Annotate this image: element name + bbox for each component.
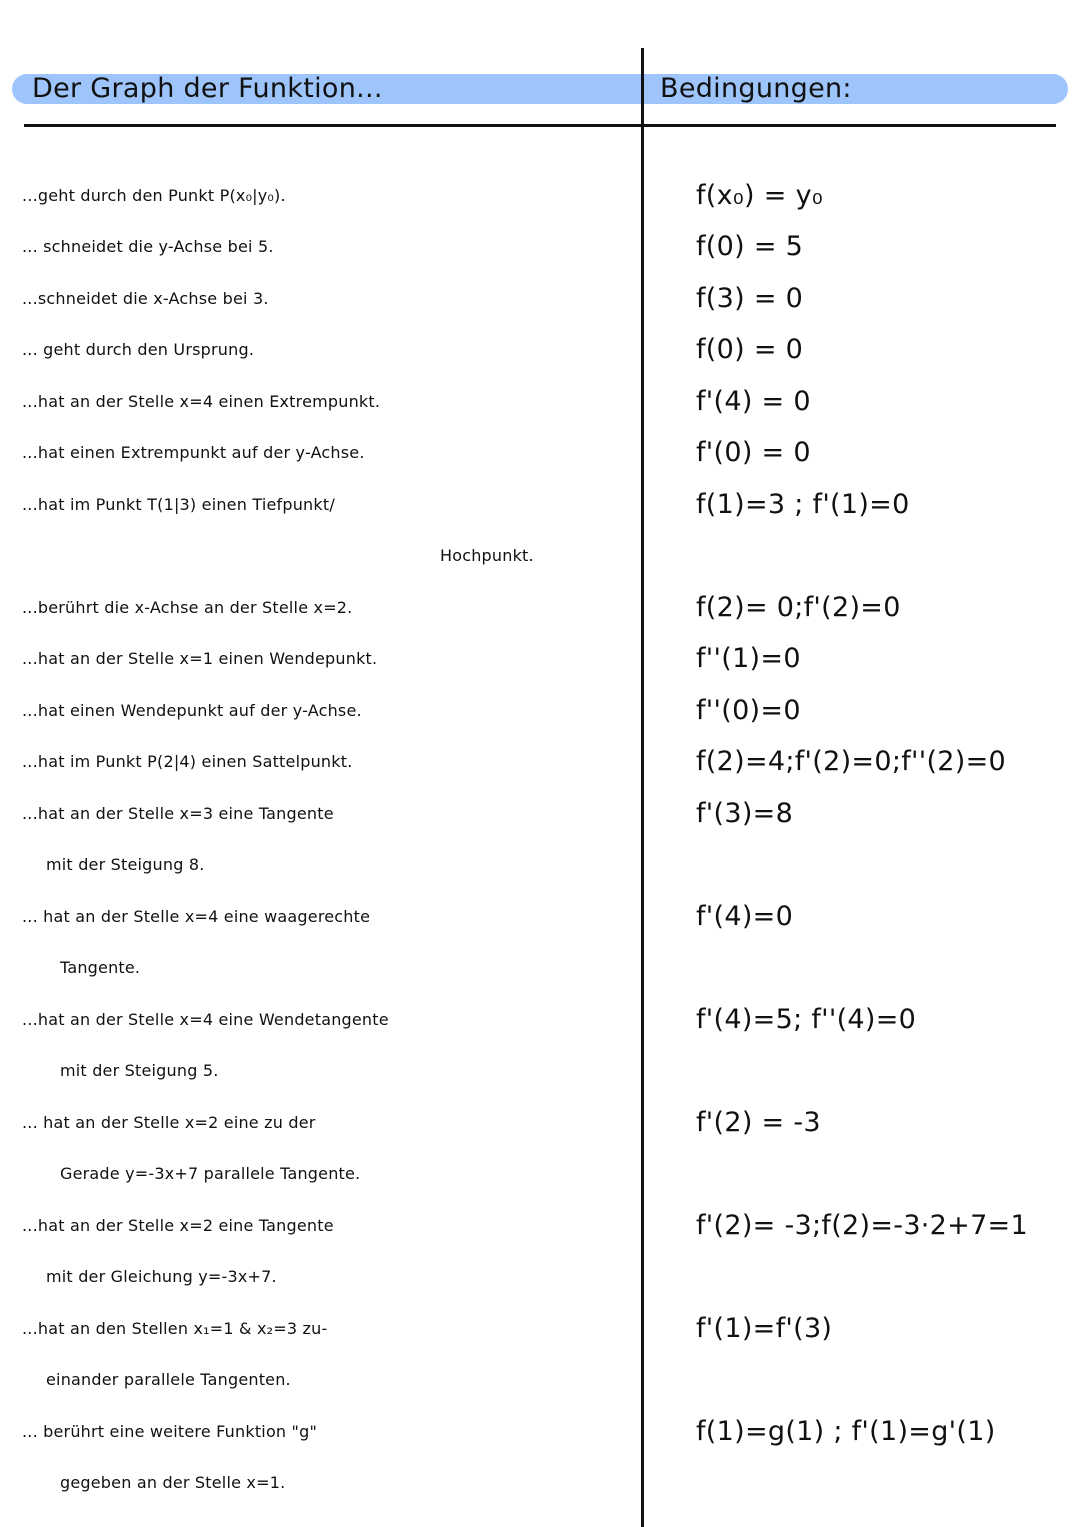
row-condition: f(1)=3 ; f'(1)=0 — [696, 489, 910, 520]
row-condition: f(1)=g(1) ; f'(1)=g'(1) — [696, 1416, 996, 1447]
row-condition: f(3) = 0 — [696, 283, 804, 314]
row-statement-continued: Tangente. — [60, 958, 141, 977]
column-divider — [641, 48, 644, 1527]
column-header-graph: Der Graph der Funktion... — [32, 73, 383, 104]
row-statement: ...hat an den Stellen x₁=1 & x₂=3 zu- — [22, 1319, 328, 1338]
column-header-conditions: Bedingungen: — [660, 73, 852, 104]
row-condition: f'(2)= -3;f(2)=-3·2+7=1 — [696, 1210, 1028, 1241]
row-condition: f''(1)=0 — [696, 643, 801, 674]
row-condition: f(0) = 0 — [696, 334, 804, 365]
row-statement: ...schneidet die x-Achse bei 3. — [22, 289, 269, 308]
row-condition: f(2)=4;f'(2)=0;f''(2)=0 — [696, 746, 1007, 777]
row-statement: ... hat an der Stelle x=2 eine zu der — [22, 1113, 316, 1132]
row-condition: f'(2) = -3 — [696, 1107, 821, 1138]
row-condition: f'(4)=0 — [696, 901, 794, 932]
row-condition: f'(0) = 0 — [696, 437, 811, 468]
row-statement: ... geht durch den Ursprung. — [22, 340, 255, 359]
row-condition: f'(4) = 0 — [696, 386, 811, 417]
row-statement: ...hat einen Extrempunkt auf der y-Achse. — [22, 443, 365, 462]
row-statement: ...hat an der Stelle x=4 einen Extrempunkt. — [22, 392, 381, 411]
row-statement: ... berührt eine weitere Funktion "g" — [22, 1422, 318, 1441]
row-statement: ...geht durch den Punkt P(x₀|y₀). — [22, 186, 286, 205]
row-statement-continued: Hochpunkt. — [440, 546, 534, 565]
row-condition: f(2)= 0;f'(2)=0 — [696, 592, 901, 623]
row-statement: ... hat an der Stelle x=4 eine waagerechte — [22, 907, 371, 926]
row-statement-continued: mit der Steigung 5. — [60, 1061, 219, 1080]
row-statement: ...berührt die x-Achse an der Stelle x=2. — [22, 598, 353, 617]
row-statement-continued: einander parallele Tangenten. — [46, 1370, 291, 1389]
row-condition: f''(0)=0 — [696, 695, 801, 726]
row-condition: f(0) = 5 — [696, 231, 804, 262]
row-statement-continued: mit der Steigung 8. — [46, 855, 205, 874]
row-condition: f(x₀) = y₀ — [696, 180, 823, 211]
header-underline — [24, 124, 1056, 127]
row-statement: ...hat im Punkt P(2|4) einen Sattelpunkt. — [22, 752, 353, 771]
row-statement-continued: gegeben an der Stelle x=1. — [60, 1473, 286, 1492]
row-statement: ...hat an der Stelle x=3 eine Tangente — [22, 804, 334, 823]
row-statement: ...hat im Punkt T(1|3) einen Tiefpunkt/ — [22, 495, 335, 514]
row-condition: f'(3)=8 — [696, 798, 794, 829]
row-statement-continued: Gerade y=-3x+7 parallele Tangente. — [60, 1164, 361, 1183]
row-statement: ...hat an der Stelle x=1 einen Wendepunkt. — [22, 649, 378, 668]
row-statement: ...hat einen Wendepunkt auf der y-Achse. — [22, 701, 362, 720]
row-condition: f'(4)=5; f''(4)=0 — [696, 1004, 917, 1035]
row-statement: ...hat an der Stelle x=2 eine Tangente — [22, 1216, 334, 1235]
row-condition: f'(1)=f'(3) — [696, 1313, 833, 1344]
row-statement-continued: mit der Gleichung y=-3x+7. — [46, 1267, 277, 1286]
row-statement: ...hat an der Stelle x=4 eine Wendetangente — [22, 1010, 389, 1029]
row-statement: ... schneidet die y-Achse bei 5. — [22, 237, 274, 256]
